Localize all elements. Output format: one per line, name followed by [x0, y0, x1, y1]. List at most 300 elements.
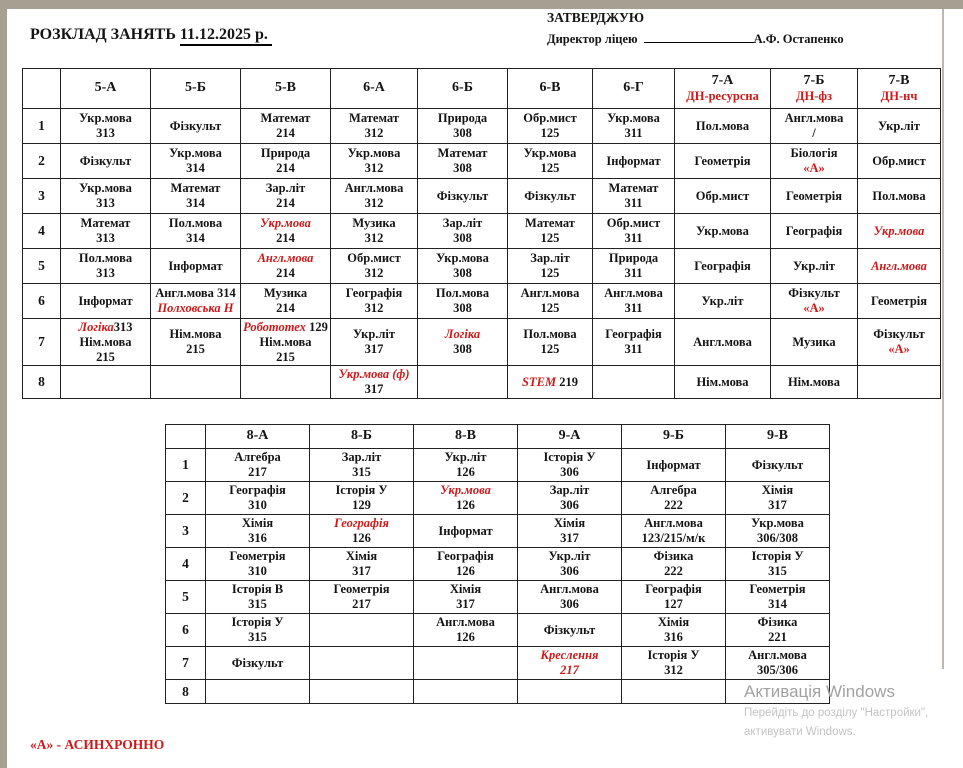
cell-line — [243, 126, 328, 141]
cell-line — [520, 498, 619, 513]
cell-line — [243, 161, 328, 176]
schedule-cell — [414, 548, 518, 581]
cell-text: Англ.мова — [644, 516, 703, 531]
cell-line — [243, 335, 328, 350]
cell-line — [420, 111, 505, 126]
cell-line — [420, 251, 505, 266]
cell-text: Математ — [608, 181, 659, 196]
cell-line — [416, 483, 515, 498]
schedule-cell — [414, 680, 518, 704]
cell-line — [416, 524, 515, 539]
schedule-cell — [518, 581, 622, 614]
cell-line — [595, 286, 672, 301]
cell-text: Нім.мова — [696, 374, 749, 389]
schedule-cell — [508, 284, 593, 319]
schedule-cell — [622, 515, 726, 548]
lesson-number: 5 — [166, 581, 206, 614]
schedule-cell — [418, 214, 508, 249]
cell-text: Укр.мова — [751, 516, 804, 531]
schedule-cell — [414, 614, 518, 647]
schedule-cell — [508, 109, 593, 144]
schedule-cell — [726, 614, 830, 647]
cell-line — [63, 251, 148, 266]
lesson-row — [166, 680, 830, 704]
cell-text: Англ.мова — [604, 286, 663, 301]
cell-text: Англ.мова — [257, 251, 314, 266]
schedule-cell — [206, 548, 310, 581]
cell-text: 221 — [768, 630, 787, 644]
cell-line — [208, 531, 307, 546]
cell-line — [520, 582, 619, 597]
cell-text: Логіка — [444, 327, 481, 342]
cell-line — [624, 597, 723, 612]
schedule-cell — [726, 548, 830, 581]
cell-line — [208, 582, 307, 597]
cell-text: Укр.літ — [444, 450, 487, 465]
cell-line — [677, 259, 768, 274]
class-header-cell — [414, 425, 518, 449]
cell-text: Історія У — [647, 648, 700, 663]
schedule-cell — [310, 581, 414, 614]
cell-line — [153, 161, 238, 176]
cell-line — [208, 615, 307, 630]
cell-line — [520, 531, 619, 546]
cell-text: Укр.мова — [873, 223, 925, 238]
cell-text: Обр.мист — [606, 216, 661, 231]
cell-line — [333, 251, 415, 266]
schedule-cell — [418, 109, 508, 144]
cell-text: 217 — [560, 663, 579, 677]
lesson-row — [23, 109, 941, 144]
cell-text: 215 — [96, 349, 115, 364]
cell-text: Природа — [608, 251, 659, 266]
cell-text: 312 — [364, 231, 384, 245]
schedule-cell — [593, 366, 675, 399]
page-title: РОЗКЛАД ЗАНЯТЬ — [30, 26, 176, 43]
schedule-cell — [726, 581, 830, 614]
schedule-cell — [771, 284, 858, 319]
schedule-cell — [593, 249, 675, 284]
cell-line — [520, 483, 619, 498]
cell-text: 125 — [540, 126, 560, 140]
cell-line — [208, 450, 307, 465]
cell-text: Музика — [792, 334, 836, 349]
lesson-number: 4 — [23, 214, 61, 249]
schedule-cell — [518, 647, 622, 680]
cell-text: Фізкульт — [169, 118, 222, 133]
schedule-cell — [508, 249, 593, 284]
cell-line — [624, 648, 723, 663]
schedule-cell — [331, 214, 418, 249]
cell-text: 214 — [276, 231, 295, 245]
cell-text: Робототех — [243, 320, 306, 334]
class-header-cell — [206, 425, 310, 449]
cell-line — [333, 216, 415, 231]
cell-text: 306/308 — [757, 531, 798, 545]
cell-line — [677, 294, 768, 309]
lesson-row — [166, 482, 830, 515]
cell-line — [510, 375, 590, 390]
cell-text: Хімія — [345, 549, 378, 564]
cell-line — [773, 111, 855, 126]
cell-text: Геометрія — [749, 582, 806, 597]
cell-line — [860, 327, 938, 342]
cell-text: Укр.літ — [548, 549, 591, 564]
director-label: Директор ліцею — [547, 32, 638, 46]
cell-text: Географія — [785, 223, 843, 238]
class-header-cell — [508, 69, 593, 109]
cell-line — [208, 564, 307, 579]
schedule-cell — [508, 366, 593, 399]
schedule-title-line — [30, 26, 272, 44]
cell-line — [728, 531, 827, 546]
cell-line — [312, 597, 411, 612]
cell-text: «А» — [803, 161, 825, 175]
schedule-cell — [771, 144, 858, 179]
approve-heading: ЗАТВЕРДЖУЮ — [547, 10, 645, 25]
cell-line — [153, 286, 238, 301]
schedule-cell — [331, 179, 418, 214]
schedule-cell — [593, 214, 675, 249]
windows-activation-watermark — [744, 682, 928, 740]
schedule-cell — [858, 144, 941, 179]
cell-line — [510, 266, 590, 281]
cell-line — [728, 597, 827, 612]
schedule-cell — [310, 548, 414, 581]
class-header-cell — [771, 69, 858, 109]
schedule-cell — [622, 581, 726, 614]
cell-text: 308 — [453, 301, 472, 315]
cell-text: Обр.мист — [695, 188, 750, 203]
cell-text: 126 — [456, 465, 475, 479]
schedule-cell — [771, 249, 858, 284]
cell-text: Інформат — [646, 457, 701, 472]
cell-line — [510, 251, 590, 266]
class-header-cell — [518, 425, 622, 449]
schedule-cell — [675, 144, 771, 179]
schedule-cell — [622, 680, 726, 704]
cell-text: Полховська Н — [157, 301, 234, 315]
cell-line — [153, 301, 238, 316]
schedule-cell — [418, 179, 508, 214]
cell-text: Зар.літ — [341, 450, 382, 465]
cell-line — [728, 630, 827, 645]
cell-text: Хімія — [761, 483, 794, 498]
cell-text: Географія — [645, 582, 702, 597]
cell-text: 127 — [664, 597, 683, 611]
schedule-cell — [206, 515, 310, 548]
cell-line — [624, 615, 723, 630]
cell-line — [312, 450, 411, 465]
class-header-label: 9-Б — [663, 428, 684, 444]
cell-line — [333, 111, 415, 126]
cell-text: 315 — [768, 564, 787, 578]
cell-line — [728, 648, 827, 663]
schedule-cell — [151, 319, 241, 366]
lesson-number: 7 — [23, 319, 61, 366]
cell-line — [243, 251, 328, 266]
class-header-label: 8-Б — [351, 428, 372, 444]
window-frame-right — [942, 9, 944, 669]
schedule-cell — [518, 548, 622, 581]
cell-line — [333, 161, 415, 176]
cell-text: 315 — [352, 465, 371, 479]
cell-text: 317 — [560, 531, 579, 545]
cell-text: Геометрія — [333, 582, 390, 597]
cell-text: Хімія — [553, 516, 586, 531]
cell-text: 217 — [352, 597, 371, 611]
cell-line — [312, 465, 411, 480]
cell-line — [420, 327, 505, 342]
class-header-label: 7-Б — [803, 73, 825, 89]
cell-text: 219 — [556, 374, 578, 389]
cell-line — [153, 181, 238, 196]
cell-text: Фізкульт — [231, 655, 284, 670]
schedule-cell — [518, 614, 622, 647]
cell-line — [624, 549, 723, 564]
cell-line — [312, 582, 411, 597]
schedule-cell — [310, 680, 414, 704]
class-header-cell — [241, 69, 331, 109]
schedule-table-grades-8-9 — [165, 424, 830, 704]
cell-line — [728, 582, 827, 597]
cell-line — [595, 181, 672, 196]
cell-line — [860, 224, 938, 239]
cell-text: Укр.мова — [440, 483, 491, 498]
cell-text: Фізкульт — [543, 622, 596, 637]
class-header-cell — [675, 69, 771, 109]
header-row — [23, 69, 941, 109]
cell-text: Англ.мова — [748, 648, 807, 663]
cell-line — [333, 266, 415, 281]
class-header-label: 5-А — [94, 80, 117, 96]
lesson-row — [23, 284, 941, 319]
schedule-cell — [675, 109, 771, 144]
cell-text: Інформат — [168, 258, 223, 273]
cell-text: Хімія — [449, 582, 482, 597]
cell-text: Історія У — [231, 615, 284, 630]
class-header-cell — [61, 69, 151, 109]
cell-line — [624, 663, 723, 678]
cell-text: 123/215/м/к — [641, 531, 706, 545]
cell-text: 313 — [96, 266, 115, 280]
schedule-cell — [151, 109, 241, 144]
cell-line — [677, 335, 768, 350]
lesson-number: 7 — [166, 647, 206, 680]
cell-line — [63, 231, 148, 246]
cell-line — [728, 549, 827, 564]
schedule-cell — [414, 647, 518, 680]
cell-text: 311 — [624, 126, 643, 140]
cell-line — [312, 549, 411, 564]
cell-line — [773, 375, 855, 390]
lesson-number: 2 — [166, 482, 206, 515]
cell-text: Укр.мова — [436, 251, 489, 266]
cell-text: Фізкульт — [788, 286, 840, 301]
cell-text: Хімія — [241, 516, 274, 531]
cell-line — [153, 327, 238, 342]
cell-text: Креслення — [540, 648, 599, 663]
cell-line — [420, 301, 505, 316]
cell-text: 129 — [352, 498, 371, 512]
cell-text: 308 — [453, 342, 472, 357]
cell-text: 317 — [364, 342, 384, 357]
cell-line — [510, 216, 590, 231]
cell-line — [333, 231, 415, 246]
cell-text: 214 — [276, 126, 295, 140]
cell-text: Укр.мова — [79, 111, 132, 126]
schedule-cell — [622, 482, 726, 515]
cell-line — [624, 516, 723, 531]
cell-line — [333, 286, 415, 301]
schedule-cell — [331, 109, 418, 144]
schedule-cell — [508, 319, 593, 366]
cell-line — [520, 663, 619, 678]
cell-text: Природа — [437, 111, 488, 126]
cell-line — [208, 516, 307, 531]
cell-text: 312 — [364, 301, 384, 315]
cell-text: 126 — [456, 630, 475, 644]
cell-line — [728, 498, 827, 513]
schedule-cell — [418, 249, 508, 284]
schedule-cell — [726, 449, 830, 482]
cell-text: 125 — [540, 266, 560, 280]
cell-line — [153, 259, 238, 274]
schedule-cell — [241, 214, 331, 249]
cell-line — [624, 582, 723, 597]
cell-line — [208, 656, 307, 671]
cell-line — [333, 146, 415, 161]
class-header-cell — [331, 69, 418, 109]
cell-line — [243, 146, 328, 161]
schedule-cell — [61, 366, 151, 399]
cell-text: Географія — [334, 516, 389, 531]
cell-line — [624, 458, 723, 473]
schedule-cell — [206, 449, 310, 482]
cell-text: Англ.мова — [540, 582, 599, 597]
cell-text: Географія — [605, 327, 662, 342]
cell-text: Фізкульт — [436, 188, 489, 203]
schedule-cell — [206, 581, 310, 614]
schedule-cell — [675, 366, 771, 399]
cell-line — [243, 181, 328, 196]
cell-line — [333, 382, 415, 397]
cell-line — [773, 146, 855, 161]
schedule-cell — [151, 366, 241, 399]
cell-text: Укр.мова — [260, 216, 311, 231]
cell-line — [728, 615, 827, 630]
cell-line — [416, 498, 515, 513]
cell-line — [677, 154, 768, 169]
cell-text: Англ.мова 314 — [155, 286, 236, 301]
class-header-label: 6-А — [363, 80, 385, 96]
schedule-cell — [508, 179, 593, 214]
director-signature-line — [547, 31, 844, 47]
schedule-cell — [61, 109, 151, 144]
cell-text: 222 — [664, 498, 683, 512]
cell-line — [420, 266, 505, 281]
cell-text: Укр.літ — [701, 293, 744, 308]
cell-text: 311 — [624, 266, 643, 280]
cell-text: Укр.мова — [169, 146, 222, 161]
schedule-cell — [858, 284, 941, 319]
cell-line — [860, 294, 938, 309]
cell-text: 313 — [113, 320, 133, 334]
cell-line — [595, 111, 672, 126]
schedule-cell — [310, 614, 414, 647]
cell-text: Алгебра — [234, 450, 281, 465]
class-header-cell — [151, 69, 241, 109]
schedule-cell — [858, 249, 941, 284]
class-header-label: 6-Г — [623, 80, 644, 96]
cell-line — [677, 224, 768, 239]
cell-text: 314 — [186, 196, 205, 210]
schedule-cell — [771, 366, 858, 399]
cell-line — [333, 126, 415, 141]
class-header-label: 5-В — [275, 80, 296, 96]
cell-text: Укр.літ — [877, 118, 921, 133]
cell-text: Геометрія — [785, 188, 843, 203]
async-footnote: «А» - АСИНХРОННО — [30, 737, 165, 752]
class-header-cell — [858, 69, 941, 109]
cell-line — [773, 126, 855, 141]
cell-text: Англ.мова — [693, 334, 752, 349]
cell-line — [243, 111, 328, 126]
schedule-cell — [151, 249, 241, 284]
cell-text: Нім.мова — [169, 327, 222, 342]
cell-line — [773, 161, 855, 176]
cell-line — [208, 498, 307, 513]
cell-text: Географія — [345, 286, 403, 301]
cell-text: 314 — [186, 231, 205, 245]
cell-line — [595, 231, 672, 246]
cell-line — [153, 146, 238, 161]
lesson-number: 3 — [23, 179, 61, 214]
watermark-title: Активація Windows — [744, 682, 895, 701]
schedule-cell — [593, 179, 675, 214]
cell-text: Інформат — [78, 293, 133, 308]
cell-text: Географія — [229, 483, 286, 498]
cell-line — [243, 216, 328, 231]
cell-text: Укр.мова — [79, 181, 132, 196]
cell-line — [510, 342, 590, 357]
cell-text: Хімія — [657, 615, 690, 630]
cell-line — [624, 564, 723, 579]
cell-line — [243, 301, 328, 316]
class-header-sub: ДН-фз — [795, 89, 833, 104]
cell-line — [624, 531, 723, 546]
cell-text: Обр.мист — [872, 153, 926, 168]
cell-line — [420, 286, 505, 301]
schedule-cell — [593, 109, 675, 144]
schedule-cell — [414, 449, 518, 482]
cell-text: 315 — [248, 630, 267, 644]
cell-text: Математ — [170, 181, 221, 196]
cell-line — [333, 196, 415, 211]
cell-text: Укр.мова — [523, 146, 577, 161]
cell-line — [416, 564, 515, 579]
cell-text: 215 — [276, 349, 295, 364]
schedule-cell — [151, 214, 241, 249]
cell-line — [63, 181, 148, 196]
cell-text: 125 — [540, 301, 560, 315]
schedule-cell — [414, 515, 518, 548]
schedule-cell — [206, 482, 310, 515]
cell-line — [416, 450, 515, 465]
cell-line — [773, 224, 855, 239]
schedule-cell — [771, 319, 858, 366]
lesson-number: 2 — [23, 144, 61, 179]
